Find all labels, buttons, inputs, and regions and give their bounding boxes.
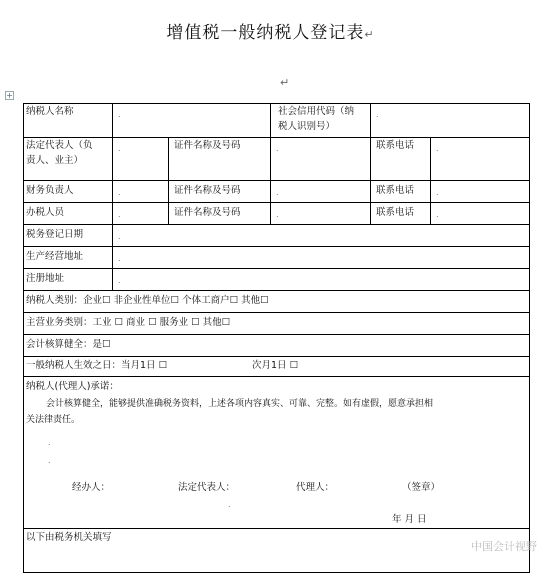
agent-signature-label: 代理人： (296, 482, 335, 493)
finance-head-label: 财务负责人 (26, 185, 74, 196)
legal-rep-id-label: 证件名称及号码 (174, 140, 241, 151)
registration-table (23, 103, 530, 573)
finance-head-name-field[interactable]: . (118, 188, 121, 197)
tax-handler-name-field[interactable]: . (118, 210, 121, 219)
handler-signature-label: 经办人： (72, 482, 111, 493)
legal-rep-signature-label: 法定代表人： (178, 482, 236, 493)
promise-text-line2: 关法律责任。 (26, 415, 81, 425)
tax-reg-date-field[interactable]: . (118, 232, 121, 241)
legal-rep-id-field[interactable]: . (276, 144, 279, 153)
main-business-row[interactable]: 主营业务类别：工业 ☐ 商业 ☐ 服务业 ☐ 其他☐ (26, 317, 231, 328)
seal-label: （签章） (402, 482, 441, 493)
credit-code-field[interactable]: . (376, 110, 379, 119)
form-title: 增值税一般纳税人登记表↵ (166, 23, 375, 43)
paragraph-mark: ↵ (280, 76, 290, 89)
tax-handler-label: 办税人员 (26, 207, 65, 218)
paragraph-mark: . (48, 456, 51, 465)
tax-reg-date-label: 税务登记日期 (26, 229, 84, 240)
tax-office-section-label: 以下由税务机关填写 (26, 532, 112, 543)
tax-handler-phone-label: 联系电话 (376, 207, 415, 218)
credit-code-label-line1: 社会信用代码（纳 (278, 106, 355, 117)
legal-rep-phone-label: 联系电话 (376, 140, 415, 151)
effective-date-next-month[interactable]: 次月1日 ☐ (252, 360, 299, 371)
promise-text-line1: 会计核算健全，能够提供准确税务资料，上述各项内容真实、可靠、完整。如有虚假，愿意承担相 (46, 399, 434, 409)
finance-head-id-field[interactable]: . (276, 188, 279, 197)
legal-rep-phone-field[interactable]: . (436, 144, 439, 153)
registered-address-label: 注册地址 (26, 273, 65, 284)
accounting-row[interactable]: 会计核算健全：是☐ (26, 339, 111, 350)
taxpayer-type-row[interactable]: 纳税人类别：企业☐ 非企业性单位☐ 个体工商户☐ 其他☐ (26, 295, 269, 306)
tax-handler-id-field[interactable]: . (276, 210, 279, 219)
legal-rep-label-line1: 法定代表人（负 (26, 140, 93, 151)
credit-code-label-line2: 税人识别号） (278, 121, 336, 132)
finance-head-phone-label: 联系电话 (376, 185, 415, 196)
taxpayer-name-label: 纳税人名称 (26, 106, 74, 117)
effective-date-current-month[interactable]: 一般纳税人生效之日：当月1日 ☐ (26, 360, 168, 371)
tax-handler-phone-field[interactable]: . (436, 210, 439, 219)
taxpayer-name-field[interactable]: . (118, 110, 121, 119)
legal-rep-name-field[interactable]: . (118, 144, 121, 153)
tax-handler-id-label: 证件名称及号码 (174, 207, 241, 218)
legal-rep-label-line2: 责人、业主） (26, 155, 84, 166)
table-move-handle-icon[interactable]: + (6, 91, 13, 100)
watermark: 中国会计视野 (471, 540, 537, 553)
paragraph-mark: . (48, 438, 51, 447)
promise-title: 纳税人(代理人)承诺： (26, 381, 119, 392)
business-address-field[interactable]: . (118, 254, 121, 263)
finance-head-id-label: 证件名称及号码 (174, 185, 241, 196)
paragraph-mark: . (228, 500, 231, 509)
finance-head-phone-field[interactable]: . (436, 188, 439, 197)
sign-date: 年 月 日 (392, 514, 427, 525)
registered-address-field[interactable]: . (118, 276, 121, 285)
business-address-label: 生产经营地址 (26, 251, 84, 262)
